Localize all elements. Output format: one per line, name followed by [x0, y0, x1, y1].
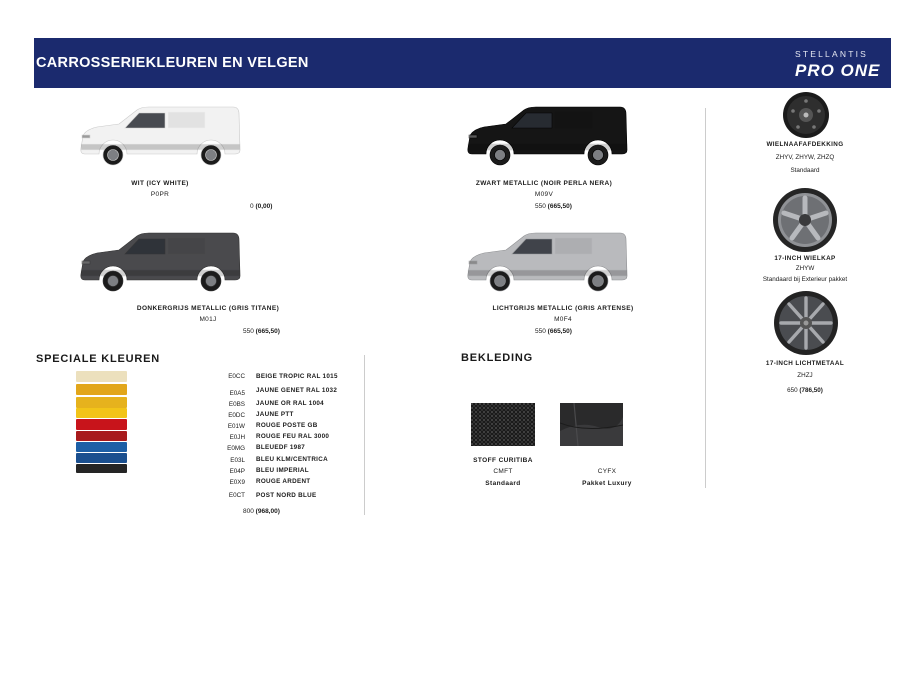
wheel-hubcap-image [780, 90, 832, 140]
color-name: WIT (ICY WHITE) [131, 180, 189, 187]
special-code: E0DC [228, 412, 245, 419]
color-name: DONKERGRIJS METALLIC (GRIS TITANE) [136, 305, 280, 312]
brand-logo-top: STELLANTIS [795, 49, 869, 59]
special-name: ROUGE FEU RAL 3000 [256, 433, 330, 440]
divider [364, 355, 365, 515]
van-image-darkgrey [75, 228, 245, 298]
special-code: E0A5 [229, 390, 245, 397]
upholstery-title: BEKLEDING [461, 352, 533, 364]
color-price: 550 (665,50) [535, 328, 572, 335]
wheel-cover-image [770, 187, 840, 253]
wheel-codes: ZHYV, ZHYW, ZHZQ [775, 154, 835, 161]
special-name: JAUNE PTT [256, 411, 294, 418]
special-name: JAUNE OR RAL 1004 [256, 400, 324, 407]
wheel-note: Standaard bij Exterieur pakket [762, 276, 848, 283]
fabric-swatch-curitiba [471, 403, 535, 446]
special-name: BLEUEDF 1987 [256, 444, 306, 451]
color-code: M01J [199, 316, 217, 323]
special-price: 800 (968,00) [243, 508, 280, 515]
color-code: M09V [534, 191, 554, 198]
wheel-price: 650 (786,50) [787, 387, 823, 394]
divider [705, 108, 706, 488]
brand-logo-bottom: PRO ONE [795, 61, 881, 80]
wheel-name: 17-INCH LICHTMETAAL [765, 360, 845, 367]
special-code: E0CC [228, 373, 245, 380]
special-code: E04P [229, 468, 245, 475]
special-name: BLEU IMPERIAL [256, 467, 309, 474]
special-name: ROUGE POSTE GB [256, 422, 318, 429]
wheel-name: WIELNAAFAFDEKKING [766, 141, 844, 148]
special-colors-title: SPECIALE KLEUREN [36, 353, 161, 365]
color-code: M0F4 [554, 316, 572, 323]
special-code: E03L [230, 457, 245, 464]
upholstery-note: Standaard [485, 480, 521, 487]
color-name: LICHTGRIJS METALLIC (GRIS ARTENSE) [492, 305, 634, 312]
special-name: ROUGE ARDENT [256, 478, 311, 485]
wheel-alloy-image [771, 290, 841, 356]
special-code: E0MG [227, 445, 245, 452]
wheel-note: Standaard [790, 167, 820, 174]
special-code: E01W [227, 423, 245, 430]
special-code: E0CT [228, 492, 245, 499]
upholstery-code: CMFT [493, 468, 513, 475]
van-image-black [462, 102, 632, 172]
upholstery-note: Pakket Luxury [582, 480, 632, 487]
wheel-codes: ZHZJ [797, 372, 813, 379]
upholstery-name: STOFF CURITIBA [473, 457, 533, 464]
wheel-codes: ZHYW [795, 265, 815, 272]
special-code: E0JH [229, 434, 245, 441]
van-image-lightgrey [462, 228, 632, 298]
wheel-name: 17-INCH WIELKAP [774, 255, 836, 262]
fabric-swatch-luxury [560, 403, 623, 446]
page-title: CARROSSERIEKLEUREN EN VELGEN [36, 55, 309, 71]
color-price: 550 (665,50) [243, 328, 280, 335]
special-name: POST NORD BLUE [256, 492, 317, 499]
special-name: JAUNE GENET RAL 1032 [256, 387, 338, 394]
color-code: P0PR [150, 191, 170, 198]
special-name: BLEU KLM/CENTRICA [256, 456, 328, 463]
van-image-white [75, 102, 245, 172]
color-price: 0 (0,00) [250, 203, 273, 210]
special-name: BEIGE TROPIC RAL 1015 [256, 373, 338, 380]
special-code: E0X9 [229, 479, 245, 486]
upholstery-code: CYFX [597, 468, 617, 475]
color-price: 550 (665,50) [535, 203, 572, 210]
special-code: E0BS [228, 401, 245, 408]
color-name: ZWART METALLIC (NOIR PERLA NERA) [475, 180, 613, 187]
